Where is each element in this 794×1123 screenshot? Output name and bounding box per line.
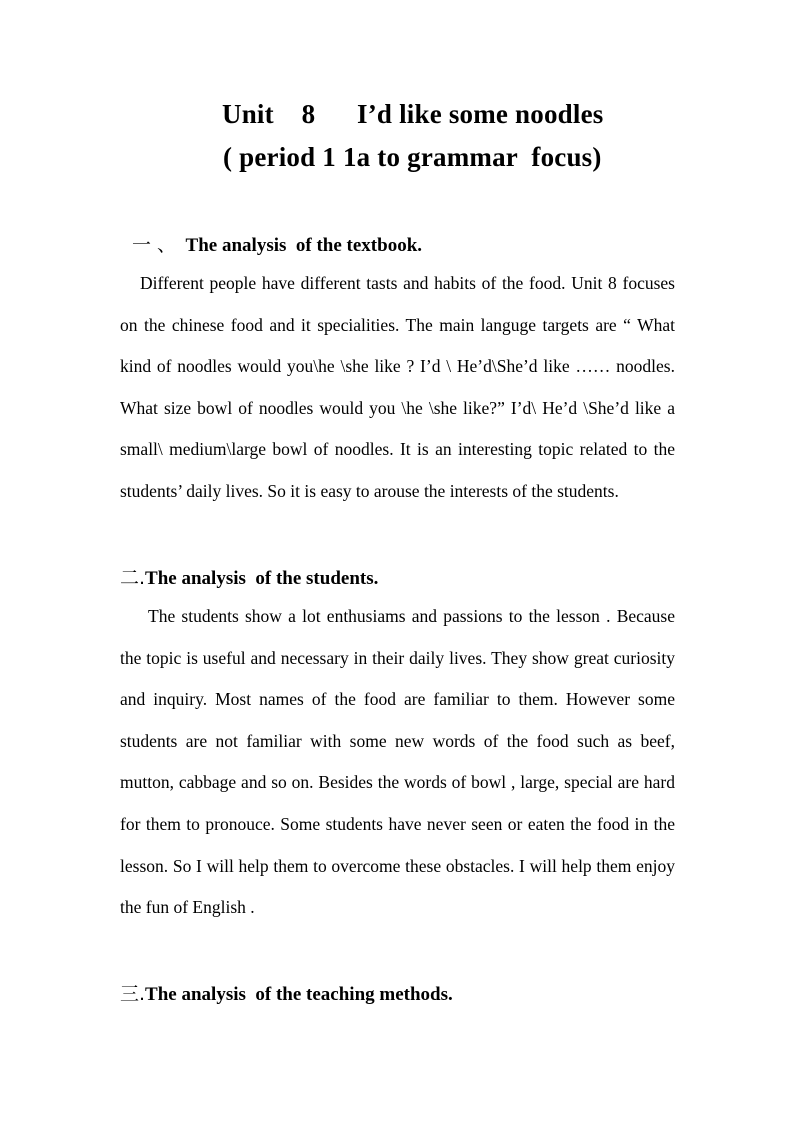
section-heading-students [120, 563, 378, 590]
section-heading-text: The analysis of the teaching methods. [145, 984, 453, 1005]
section-heading-text: The analysis of the students. [145, 568, 379, 589]
section-heading-methods [120, 979, 453, 1006]
section-body-students: The students show a lot enthusiams and passions to the lesson . Because the topic is useful and necessary in their daily lives. They show great curiosity and inquiry. Most names of the food are familiar to them. However some students are not familiar with some new words of the food such as beef, mutton, cabbage and so on. Besides the words of bowl , large, special are hard for them to pronouce. Some students have never seen or eaten the food in the lesson. So I will help them to overcome these obstacles. I will help them enjoy the fun of English . [120, 606, 675, 918]
section-heading-textbook [132, 230, 422, 257]
section-number: 二. [120, 567, 146, 589]
section-number: 三. [120, 983, 146, 1005]
document-subtitle: ( period 1 1a to grammar focus) [223, 142, 602, 172]
section-body-textbook: Different people have different tasts and habits of the food. Unit 8 focuses on the chinese food and it specialities. The main languge targets are “ What kind of noodles would you\he \she like ? I’d \ He’d\She’d like …… noodles. What size bowl of noodles would you \he \she like?” I’d\ He’d \She’d like a small\ medium\large bowl of noodles. It is an interesting topic related to the students’ daily lives. So it is easy to arouse the interests of the students. [120, 273, 675, 501]
section-heading-text: The analysis of the textbook. [185, 235, 423, 256]
document-title: Unit 8 I’d like some noodles [222, 99, 604, 129]
section-number: 一 、 [132, 234, 177, 256]
